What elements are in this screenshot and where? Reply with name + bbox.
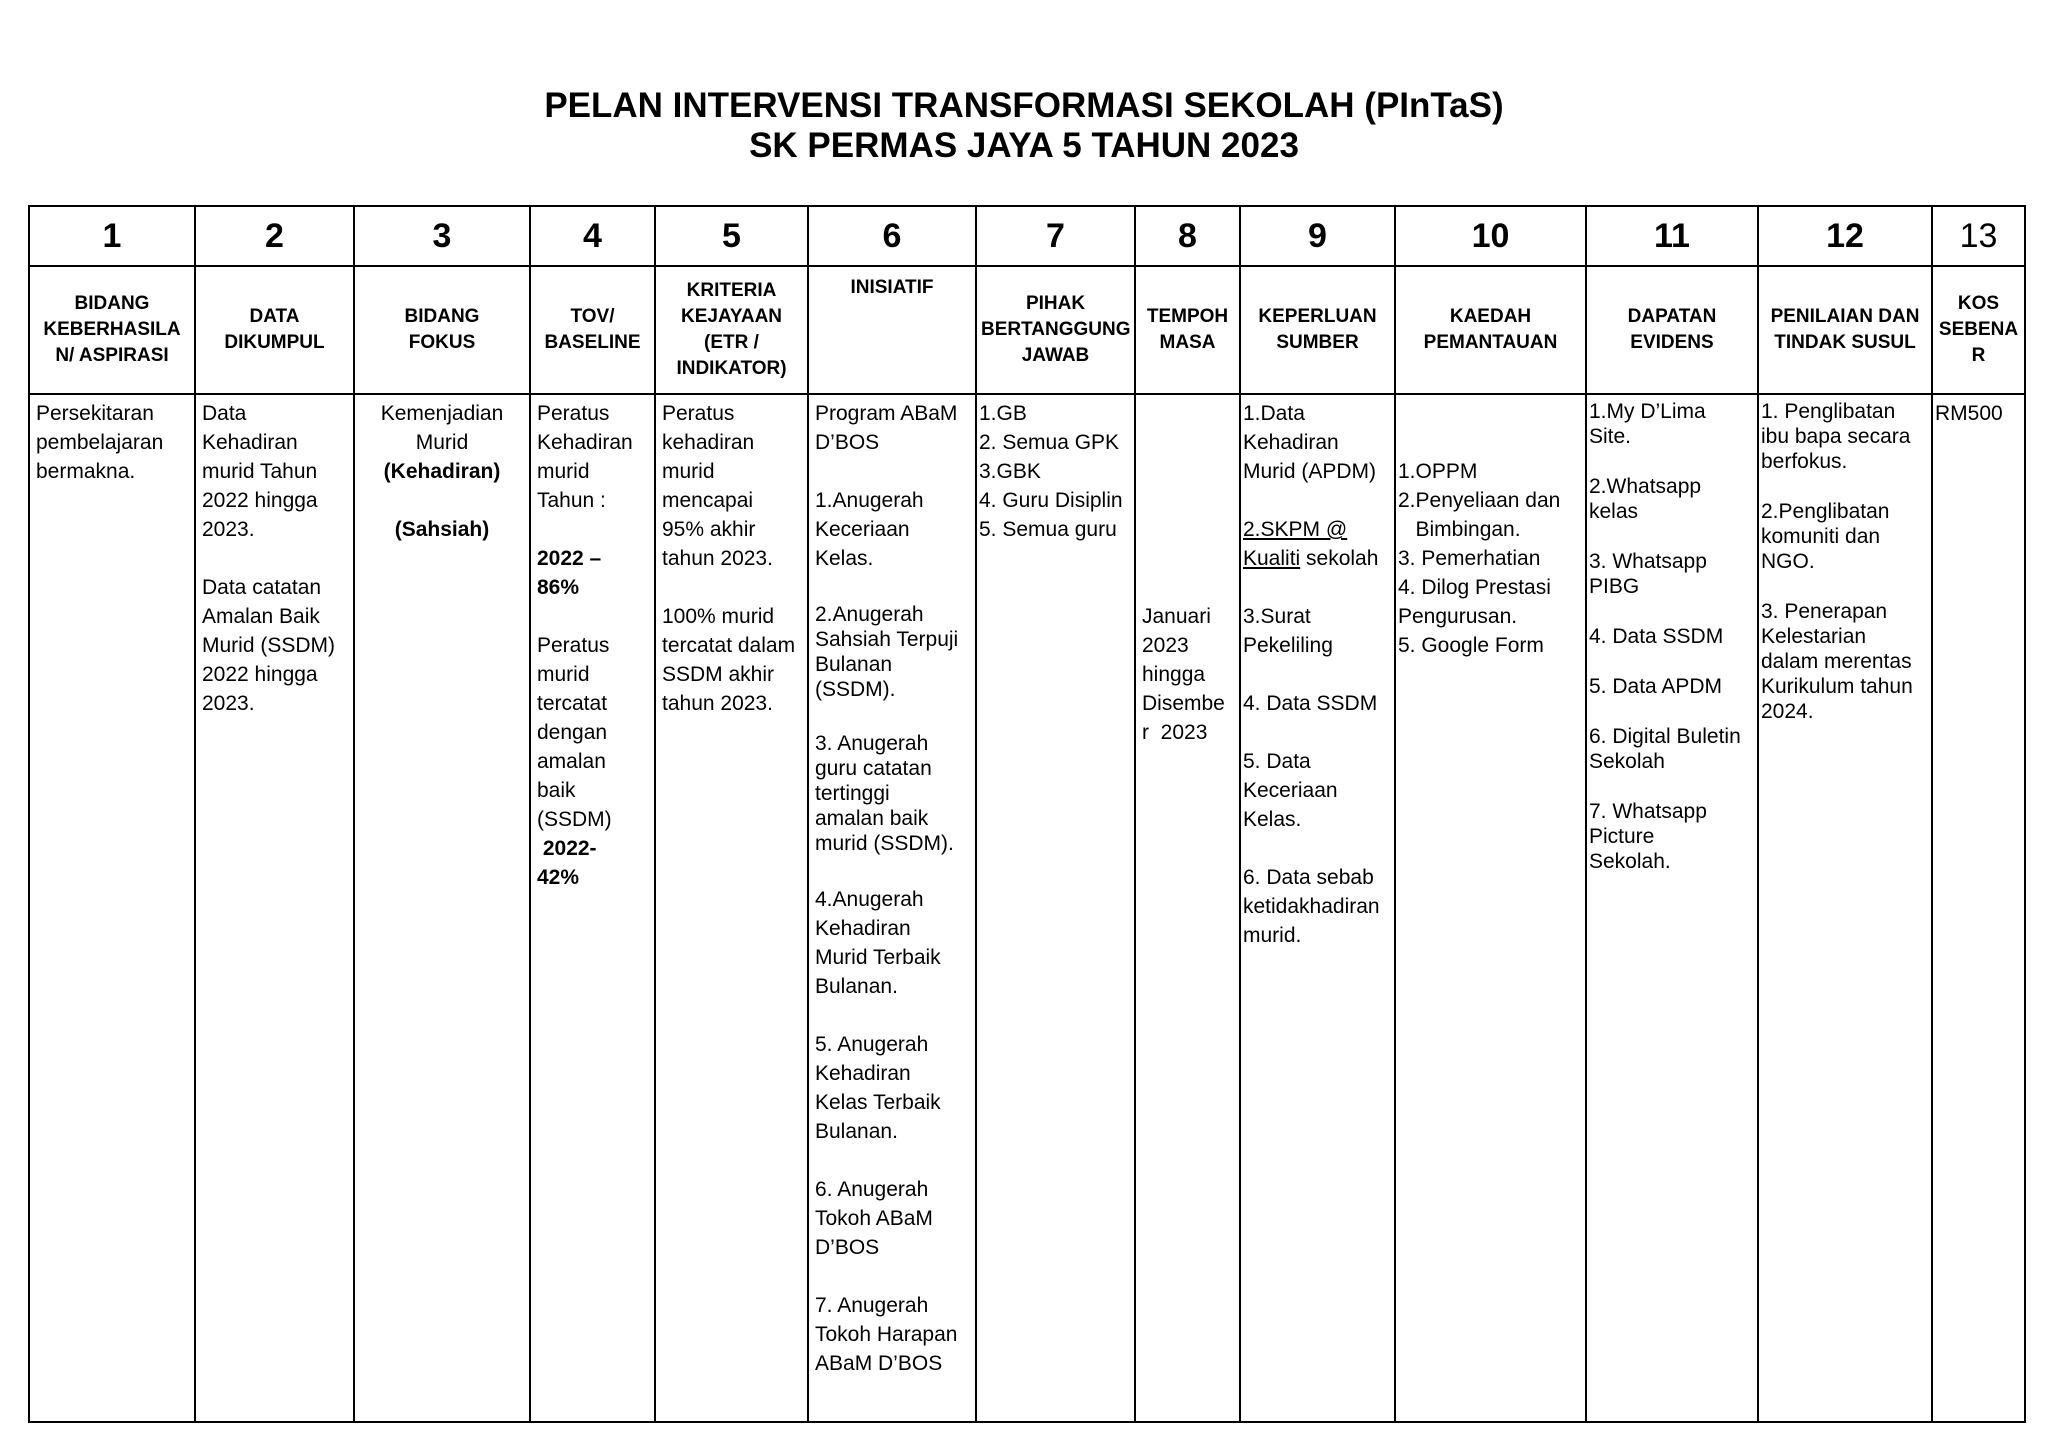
text-line: Kehadiran bbox=[202, 431, 298, 454]
text-line: 1.My D’Lima bbox=[1589, 400, 1706, 423]
column-number: 9 bbox=[1240, 206, 1395, 266]
text-line: Murid (SSDM) bbox=[202, 634, 336, 657]
header-penilaian-tindak-susul bbox=[1758, 266, 1932, 394]
text-line: 42% bbox=[537, 866, 580, 889]
cell-pihak-bertanggungjawab bbox=[976, 394, 1135, 1422]
evidence-item bbox=[1589, 624, 1751, 649]
text-line: dengan bbox=[537, 721, 608, 744]
text-line: murid (SSDM). bbox=[815, 832, 954, 855]
text-line: amalan baik bbox=[815, 807, 929, 830]
text-line: 3. Penerapan bbox=[1761, 600, 1888, 623]
text-line: murid Tahun bbox=[202, 460, 318, 483]
text-line: Tokoh Harapan bbox=[815, 1323, 958, 1346]
text-line: INISIATIF bbox=[850, 277, 934, 298]
text-line: Bulanan. bbox=[815, 1120, 898, 1143]
cell-text bbox=[815, 399, 969, 457]
text-line: amalan bbox=[537, 750, 606, 773]
text-line: 100% murid bbox=[662, 605, 775, 628]
cell-tempoh-masa bbox=[1135, 394, 1240, 1422]
column-number-row bbox=[29, 206, 2025, 266]
text-line: N/ ASPIRASI bbox=[55, 345, 169, 366]
header-inisiatif bbox=[808, 266, 976, 394]
text-line: mencapai bbox=[662, 489, 754, 512]
text-line: Sekolah bbox=[1589, 750, 1665, 773]
text-line: Disembe bbox=[1142, 692, 1225, 715]
text-line: tercatat bbox=[537, 692, 608, 715]
text-line: (SSDM). bbox=[815, 678, 896, 701]
text-line: NGO. bbox=[1761, 550, 1815, 573]
text-line: 7. Anugerah bbox=[815, 1294, 929, 1317]
text-line: murid. bbox=[1243, 924, 1302, 947]
text-line: SSDM akhir bbox=[662, 663, 775, 686]
skpm-link[interactable]: 2.SKPM @ bbox=[1243, 518, 1348, 541]
text-line: 2. Semua GPK bbox=[979, 431, 1120, 454]
text-line: murid bbox=[537, 663, 590, 686]
cell-text bbox=[202, 399, 347, 544]
text-line: Pengurusan. bbox=[1398, 605, 1518, 628]
text-line: 2.Whatsapp bbox=[1589, 475, 1702, 498]
document-title: PELAN INTERVENSI TRANSFORMASI SEKOLAH (PInTaS) bbox=[544, 86, 1504, 125]
text-line: 5. Anugerah bbox=[815, 1033, 929, 1056]
text-line: BIDANG bbox=[404, 306, 480, 327]
text-line: 2024. bbox=[1761, 700, 1814, 723]
text-line: 3.Surat bbox=[1243, 605, 1311, 628]
text-line: 4. Data SSDM bbox=[1243, 692, 1378, 715]
text-line: SEBENA bbox=[1938, 319, 2019, 340]
column-number: 3 bbox=[354, 206, 530, 266]
text-line: Kehadiran bbox=[537, 431, 633, 454]
text-line: DAPATAN bbox=[1627, 306, 1717, 327]
text-line: Sekolah. bbox=[1589, 850, 1671, 873]
header-bidang-keberhasilan bbox=[29, 266, 195, 394]
evidence-item bbox=[1589, 674, 1751, 699]
text-line: kelas bbox=[1589, 500, 1639, 523]
text-line: Amalan Baik bbox=[202, 605, 320, 628]
cell-kaedah-pemantauan bbox=[1395, 394, 1586, 1422]
cell-text bbox=[537, 544, 648, 602]
text-line: 2022 – bbox=[537, 547, 602, 570]
text-line: Murid Terbaik bbox=[815, 946, 941, 969]
text-line: 1.Data bbox=[1243, 402, 1305, 425]
header-kaedah-pemantauan bbox=[1395, 266, 1586, 394]
cell-tov-baseline bbox=[530, 394, 655, 1422]
text-line: Program ABaM bbox=[815, 402, 958, 425]
initiative-item bbox=[815, 731, 969, 856]
text-line: komuniti dan bbox=[1761, 525, 1881, 548]
table-row bbox=[29, 394, 2025, 1422]
cell-text bbox=[979, 399, 1128, 544]
evidence-item bbox=[1589, 549, 1751, 599]
column-number: 4 bbox=[530, 206, 655, 266]
column-number: 12 bbox=[1758, 206, 1932, 266]
column-number: 5 bbox=[655, 206, 808, 266]
text-line: 2.Penyeliaan dan bbox=[1398, 489, 1561, 512]
text-line: Bulanan. bbox=[815, 975, 898, 998]
text-line: 2.Penglibatan bbox=[1761, 500, 1890, 523]
cell-text bbox=[662, 602, 801, 718]
text-line: 2023 bbox=[1142, 634, 1189, 657]
text-line: 2022 hingga bbox=[202, 663, 318, 686]
text-line: bermakna. bbox=[36, 460, 136, 483]
plan-table bbox=[28, 205, 2026, 1423]
text-line: PENILAIAN DAN bbox=[1770, 306, 1920, 327]
text-line: guru catatan bbox=[815, 757, 932, 780]
cell-text: Kemenjadian bbox=[380, 402, 504, 425]
text-line: tahun 2023. bbox=[662, 547, 773, 570]
header-tempoh-masa bbox=[1135, 266, 1240, 394]
text-line: Tokoh ABaM bbox=[815, 1207, 933, 1230]
cell-text bbox=[1243, 399, 1388, 486]
text-line: 2.Anugerah bbox=[815, 603, 924, 626]
text-line: Bulanan bbox=[815, 653, 893, 676]
text-line: KEBERHASILA bbox=[43, 319, 181, 340]
text-line: 4. Guru Disiplin bbox=[979, 489, 1123, 512]
cell-dapatan-evidens bbox=[1586, 394, 1758, 1422]
cell-text bbox=[537, 631, 648, 834]
cell-inisiatif bbox=[808, 394, 976, 1422]
initiative-item bbox=[815, 486, 969, 573]
text-line: 4. Data SSDM bbox=[1589, 625, 1724, 648]
text-line: 2022 hingga bbox=[202, 489, 318, 512]
followup-item bbox=[1761, 499, 1925, 574]
text-line: 6. Digital Buletin bbox=[1589, 725, 1741, 748]
text-line: INDIKATOR) bbox=[676, 358, 787, 379]
text-line: 2022- bbox=[537, 837, 597, 860]
text-line: 1.Anugerah bbox=[815, 489, 924, 512]
text-line: Januari bbox=[1142, 605, 1211, 628]
text-line: 2023. bbox=[202, 518, 255, 541]
text-line: Peratus bbox=[537, 634, 610, 657]
header-kriteria-kejayaan bbox=[655, 266, 808, 394]
text-line: BIDANG bbox=[74, 293, 150, 314]
text-line: tertinggi bbox=[815, 782, 890, 805]
text-line: Kelas Terbaik bbox=[815, 1091, 941, 1114]
text-line: murid bbox=[662, 460, 715, 483]
header-tov-baseline bbox=[530, 266, 655, 394]
text-line: r 2023 bbox=[1142, 721, 1208, 744]
header-bidang-fokus bbox=[354, 266, 530, 394]
cell-text bbox=[36, 399, 188, 486]
text-line: Sahsiah Terpuji bbox=[815, 628, 959, 651]
text-line: TEMPOH bbox=[1146, 306, 1229, 327]
text-line: (SSDM) bbox=[537, 808, 612, 831]
column-number: 8 bbox=[1135, 206, 1240, 266]
text-line: Data catatan bbox=[202, 576, 322, 599]
text-line: berfokus. bbox=[1761, 450, 1848, 473]
text-line: Kehadiran bbox=[1243, 431, 1339, 454]
text-line: 5. Data APDM bbox=[1589, 675, 1723, 698]
text-line: ABaM D’BOS bbox=[815, 1352, 943, 1375]
text-line: tercatat dalam bbox=[662, 634, 796, 657]
cell-penilaian-tindak-susul bbox=[1758, 394, 1932, 1422]
cell-text bbox=[662, 399, 801, 573]
column-number: 7 bbox=[976, 206, 1135, 266]
text-line: Kelestarian bbox=[1761, 625, 1867, 648]
cell-text: (Sahsiah) bbox=[394, 518, 490, 541]
text-line: KOS bbox=[1957, 293, 2000, 314]
text-line: 1.GB bbox=[979, 402, 1027, 425]
text-line: D’BOS bbox=[815, 1236, 880, 1259]
text-line: Peratus bbox=[537, 402, 610, 425]
text-line: 1. Penglibatan bbox=[1761, 400, 1896, 423]
column-number: 13 bbox=[1932, 206, 2025, 266]
text-line: 6. Data sebab bbox=[1243, 866, 1374, 889]
text-line: pembelajaran bbox=[36, 431, 164, 454]
cost-value: RM500 bbox=[1935, 402, 2003, 425]
text-line: 95% akhir bbox=[662, 518, 756, 541]
cell-text bbox=[1142, 602, 1233, 747]
text-line: MASA bbox=[1159, 332, 1216, 353]
text-line: SUMBER bbox=[1276, 332, 1359, 353]
text-line: Keceriaan bbox=[815, 518, 910, 541]
evidence-item bbox=[1589, 724, 1751, 774]
text-line: 3. Anugerah bbox=[815, 732, 929, 755]
text-line: DATA bbox=[249, 306, 300, 327]
text-line: Peratus bbox=[662, 402, 735, 425]
cell-kos-sebenar bbox=[1932, 394, 2025, 1422]
text-line: ketidakhadiran bbox=[1243, 895, 1380, 918]
text-line: Kehadiran bbox=[815, 1062, 911, 1085]
initiative-item bbox=[815, 885, 969, 1001]
text-line: Kurikulum tahun bbox=[1761, 675, 1913, 698]
text-line: Data bbox=[202, 402, 247, 425]
text-line: Picture bbox=[1589, 825, 1655, 848]
text-line: DIKUMPUL bbox=[224, 332, 325, 353]
text-line: EVIDENS bbox=[1630, 332, 1714, 353]
text-line: Kelas. bbox=[1243, 808, 1302, 831]
cell-text bbox=[202, 573, 347, 718]
text-line: 1.OPPM bbox=[1398, 460, 1478, 483]
text-line: 5. Google Form bbox=[1398, 634, 1544, 657]
column-header-row bbox=[29, 266, 2025, 394]
column-number: 11 bbox=[1586, 206, 1758, 266]
cell-text bbox=[537, 834, 648, 892]
header-kos-sebenar bbox=[1932, 266, 2025, 394]
text-line: Keceriaan bbox=[1243, 779, 1338, 802]
text-line: JAWAB bbox=[1021, 345, 1090, 366]
text-line: 6. Anugerah bbox=[815, 1178, 929, 1201]
cell-text: Murid bbox=[415, 431, 469, 454]
text-line: Murid (APDM) bbox=[1243, 460, 1377, 483]
header-pihak-bertanggungjawab bbox=[976, 266, 1135, 394]
cell-text bbox=[537, 399, 648, 515]
text-line: hingga bbox=[1142, 663, 1206, 686]
header-data-dikumpul bbox=[195, 266, 354, 394]
column-number: 1 bbox=[29, 206, 195, 266]
text-line: PIBG bbox=[1589, 575, 1640, 598]
cell-text: (Kehadiran) bbox=[383, 460, 501, 483]
cell-bidang-keberhasilan bbox=[29, 394, 195, 1422]
text-line: FOKUS bbox=[408, 332, 476, 353]
text-line: 3. Pemerhatian bbox=[1398, 547, 1541, 570]
text-line: tahun 2023. bbox=[662, 692, 773, 715]
text-line: BASELINE bbox=[544, 332, 641, 353]
followup-item bbox=[1761, 599, 1925, 724]
cell-text bbox=[1243, 602, 1388, 660]
column-number: 10 bbox=[1395, 206, 1586, 266]
cell-text bbox=[1398, 457, 1579, 660]
text-line: TINDAK SUSUL bbox=[1774, 332, 1916, 353]
text-line: murid bbox=[537, 460, 590, 483]
header-dapatan-evidens bbox=[1586, 266, 1758, 394]
cell-kriteria-kejayaan bbox=[655, 394, 808, 1422]
text-line: PEMANTAUAN bbox=[1423, 332, 1558, 353]
text-line: BERTANGGUNG bbox=[981, 319, 1131, 340]
cell-data-dikumpul bbox=[195, 394, 354, 1422]
cell-text bbox=[1243, 863, 1388, 950]
text-line: dalam merentas bbox=[1761, 650, 1912, 673]
text-line: PIHAK bbox=[1025, 293, 1086, 314]
text-line: KAEDAH bbox=[1449, 306, 1532, 327]
text-line: TOV/ bbox=[570, 306, 615, 327]
cell-text bbox=[1243, 689, 1388, 718]
followup-item bbox=[1761, 399, 1925, 474]
document-subtitle: SK PERMAS JAYA 5 TAHUN 2023 bbox=[749, 126, 1299, 165]
text-line: KRITERIA bbox=[686, 280, 777, 301]
initiative-item bbox=[815, 1030, 969, 1146]
text-line: 5. Data bbox=[1243, 750, 1311, 773]
text-line: Kehadiran bbox=[815, 917, 911, 940]
kualiti-link[interactable]: Kualiti bbox=[1243, 547, 1301, 570]
initiative-item bbox=[815, 602, 969, 702]
column-number: 2 bbox=[195, 206, 354, 266]
text-line: Pekeliling bbox=[1243, 634, 1333, 657]
text-line: Bimbingan. bbox=[1398, 518, 1521, 541]
cell-bidang-fokus bbox=[354, 394, 530, 1422]
text-line: Persekitaran bbox=[36, 402, 154, 425]
text-line: (ETR / bbox=[704, 332, 759, 353]
cell-text bbox=[1243, 515, 1388, 573]
text-line: R bbox=[1971, 345, 1986, 366]
text-line: 3. Whatsapp bbox=[1589, 550, 1707, 573]
initiative-item bbox=[815, 1175, 969, 1262]
text-line: Site. bbox=[1589, 425, 1632, 448]
evidence-item bbox=[1589, 474, 1751, 524]
text-line: ibu bapa secara bbox=[1761, 425, 1911, 448]
initiative-item bbox=[815, 1291, 969, 1378]
text-line: 2023. bbox=[202, 692, 255, 715]
text-line: 5. Semua guru bbox=[979, 518, 1117, 541]
evidence-item bbox=[1589, 799, 1751, 874]
column-number: 6 bbox=[808, 206, 976, 266]
text-line: kehadiran bbox=[662, 431, 755, 454]
text-line: D’BOS bbox=[815, 431, 880, 454]
cell-text bbox=[1243, 747, 1388, 834]
header-keperluan-sumber bbox=[1240, 266, 1395, 394]
cell-keperluan-sumber bbox=[1240, 394, 1395, 1422]
text-line: 86% bbox=[537, 576, 580, 599]
cell-text: sekolah bbox=[1300, 547, 1379, 570]
text-line: 4. Dilog Prestasi bbox=[1398, 576, 1551, 599]
text-line: baik bbox=[537, 779, 576, 802]
text-line: KEJAYAAN bbox=[680, 306, 783, 327]
text-line: 4.Anugerah bbox=[815, 888, 924, 911]
text-line: 7. Whatsapp bbox=[1589, 800, 1707, 823]
text-line: Kelas. bbox=[815, 547, 874, 570]
text-line: Tahun : bbox=[537, 489, 606, 512]
text-line: 3.GBK bbox=[979, 460, 1041, 483]
evidence-item bbox=[1589, 399, 1751, 449]
text-line: KEPERLUAN bbox=[1258, 306, 1377, 327]
